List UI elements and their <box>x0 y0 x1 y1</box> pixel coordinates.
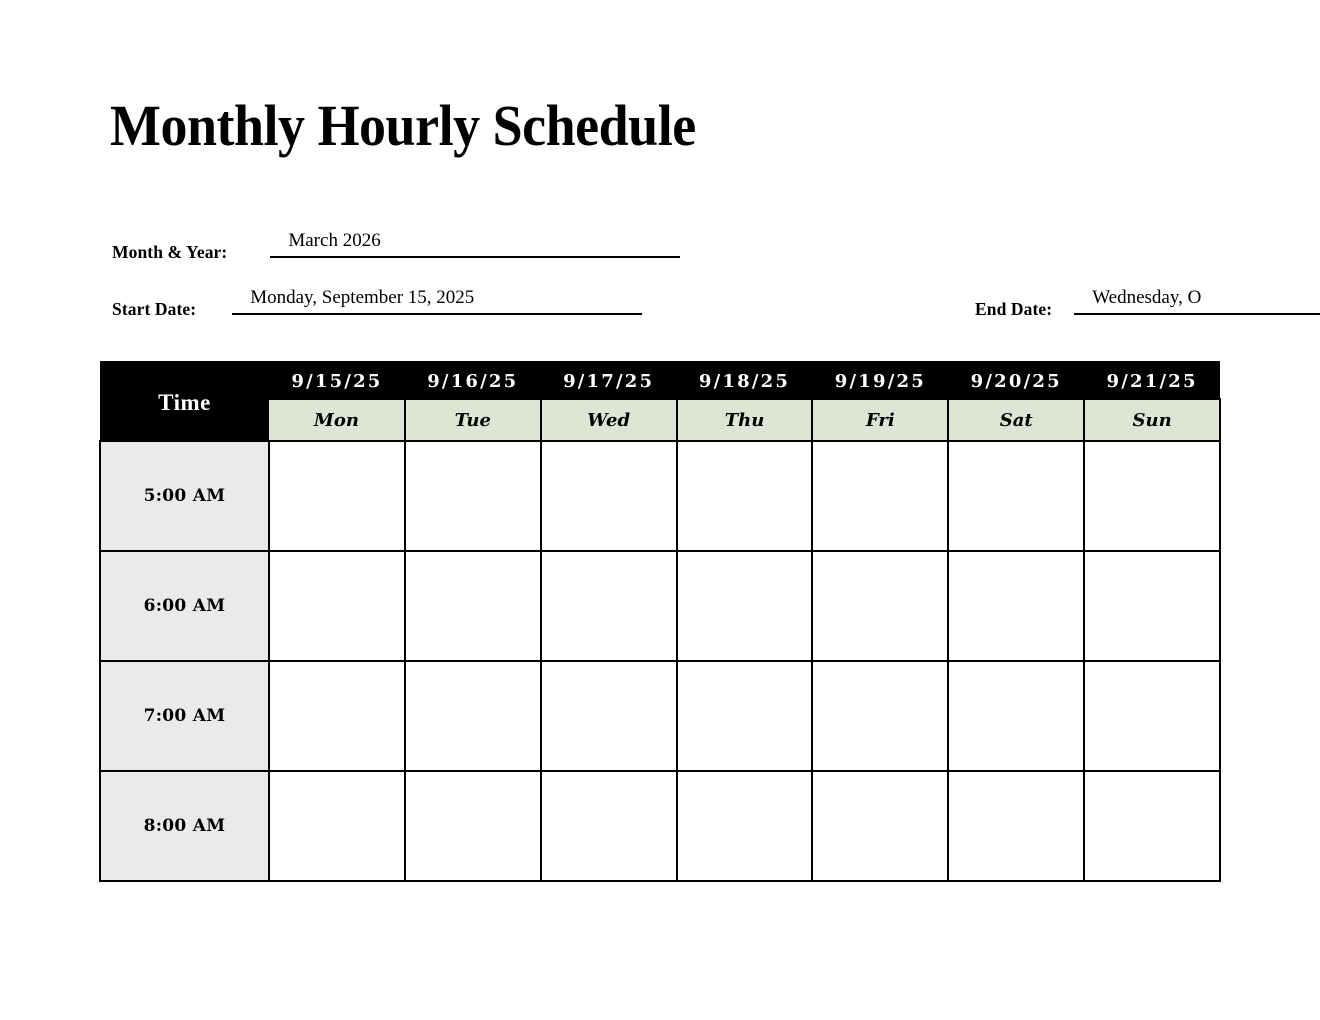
schedule-slot-cell[interactable] <box>812 661 948 771</box>
time-label-cell: 6:00 AM <box>100 551 269 661</box>
column-date-header: 9/15/25 <box>269 361 405 399</box>
schedule-slot-cell[interactable] <box>1084 441 1220 551</box>
end-date-label: End Date: <box>975 299 1053 319</box>
end-date-input[interactable] <box>1074 285 1320 315</box>
page-title: Monthly Hourly Schedule <box>110 93 696 158</box>
column-day-header: Wed <box>541 399 677 441</box>
column-day-header: Tue <box>405 399 541 441</box>
column-date-header: 9/17/25 <box>541 361 677 399</box>
end-date-value: Wednesday, O <box>1092 287 1202 308</box>
column-day-header: Thu <box>677 399 813 441</box>
column-date-header: 9/19/25 <box>812 361 948 399</box>
time-column-header: Time <box>100 361 269 441</box>
schedule-slot-cell[interactable] <box>677 771 813 881</box>
schedule-slot-cell[interactable] <box>269 771 405 881</box>
schedule-table-body <box>100 441 1220 881</box>
column-date-header: 9/18/25 <box>677 361 813 399</box>
start-date-field-row <box>112 285 642 320</box>
column-day-header: Mon <box>269 399 405 441</box>
schedule-slot-cell[interactable] <box>541 441 677 551</box>
end-date-field-row <box>975 285 1320 320</box>
start-date-value: Monday, September 15, 2025 <box>250 287 475 308</box>
schedule-slot-cell[interactable] <box>269 661 405 771</box>
time-label-cell: 5:00 AM <box>100 441 269 551</box>
table-row <box>100 551 1220 661</box>
table-header-dates-row <box>100 361 1220 399</box>
schedule-slot-cell[interactable] <box>812 441 948 551</box>
time-label-cell: 7:00 AM <box>100 661 269 771</box>
time-label-cell: 8:00 AM <box>100 771 269 881</box>
table-row <box>100 441 1220 551</box>
schedule-slot-cell[interactable] <box>1084 661 1220 771</box>
schedule-slot-cell[interactable] <box>405 441 541 551</box>
schedule-slot-cell[interactable] <box>677 441 813 551</box>
column-date-header: 9/21/25 <box>1084 361 1220 399</box>
schedule-slot-cell[interactable] <box>541 551 677 661</box>
schedule-slot-cell[interactable] <box>812 551 948 661</box>
month-year-field-row <box>112 228 680 263</box>
schedule-slot-cell[interactable] <box>269 551 405 661</box>
schedule-slot-cell[interactable] <box>948 771 1084 881</box>
table-row <box>100 771 1220 881</box>
schedule-slot-cell[interactable] <box>1084 551 1220 661</box>
column-day-header: Fri <box>812 399 948 441</box>
column-date-header: 9/20/25 <box>948 361 1084 399</box>
schedule-slot-cell[interactable] <box>948 441 1084 551</box>
month-year-input[interactable] <box>270 228 680 258</box>
schedule-slot-cell[interactable] <box>677 661 813 771</box>
schedule-slot-cell[interactable] <box>541 661 677 771</box>
schedule-slot-cell[interactable] <box>812 771 948 881</box>
schedule-slot-cell[interactable] <box>541 771 677 881</box>
schedule-slot-cell[interactable] <box>405 771 541 881</box>
schedule-slot-cell[interactable] <box>269 441 405 551</box>
month-year-value: March 2026 <box>288 230 381 251</box>
schedule-slot-cell[interactable] <box>405 551 541 661</box>
schedule-table <box>99 361 1221 882</box>
column-date-header: 9/16/25 <box>405 361 541 399</box>
start-date-label: Start Date: <box>112 299 197 319</box>
schedule-slot-cell[interactable] <box>948 661 1084 771</box>
column-day-header: Sun <box>1084 399 1220 441</box>
start-date-input[interactable] <box>232 285 642 315</box>
month-year-label: Month & Year: <box>112 242 228 262</box>
schedule-slot-cell[interactable] <box>1084 771 1220 881</box>
schedule-slot-cell[interactable] <box>405 661 541 771</box>
table-row <box>100 661 1220 771</box>
schedule-slot-cell[interactable] <box>677 551 813 661</box>
column-day-header: Sat <box>948 399 1084 441</box>
schedule-slot-cell[interactable] <box>948 551 1084 661</box>
